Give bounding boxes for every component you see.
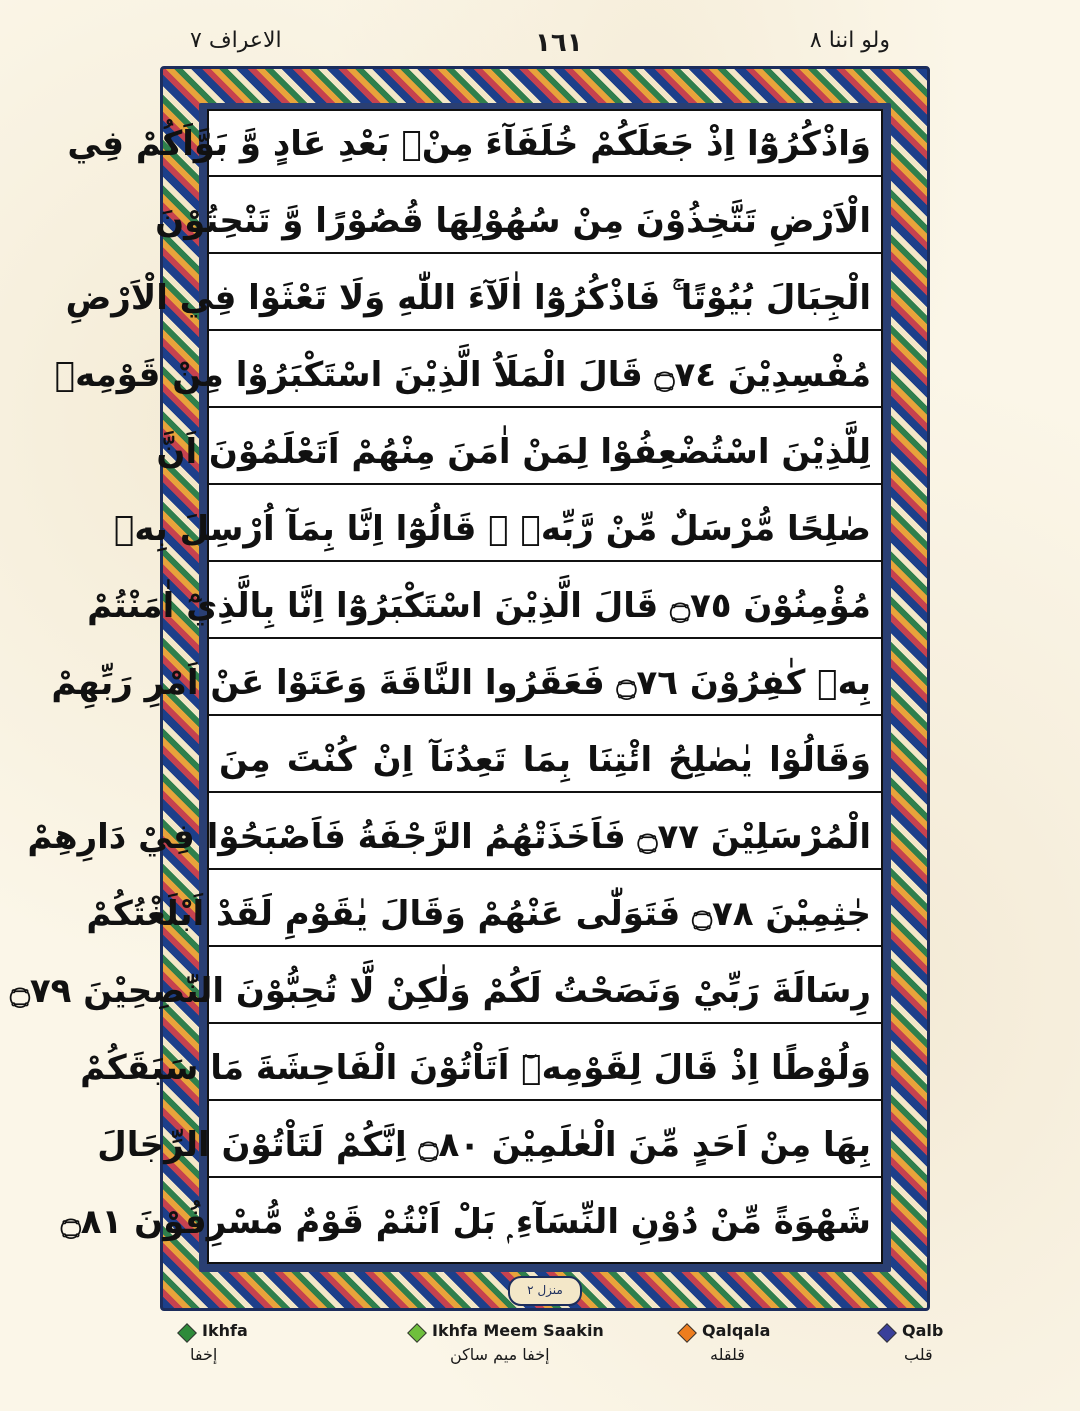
text-line-13: وَلُوْطًا اِذْ قَالَ لِقَوْمِهٖٓ اَتَاْتُوْنَ الْفَاحِشَةَ مَا سَبَقَكُمْ (209, 1035, 881, 1101)
text-line-6: صٰلِحًا مُّرْسَلٌ مِّنْ رَّبِّهٖ ۭ قَالُوْٓا اِنَّا بِمَآ اُرْسِلَ بِهٖ (209, 496, 881, 562)
orange-diamond-icon (677, 1323, 697, 1343)
surah-name: الاعراف ٧ (190, 28, 282, 53)
text-line-7: مُؤْمِنُوْنَ ۝٧٥ قَالَ الَّذِيْنَ اسْتَكْبَرُوْٓا اِنَّا بِالَّذِيْٓ اٰمَنْتُمْ (209, 573, 881, 639)
text-line-14: بِهَا مِنْ اَحَدٍ مِّنَ الْعٰلَمِيْنَ ۝٨٠ اِنَّكُمْ لَتَاْتُوْنَ الرِّجَالَ (209, 1112, 881, 1178)
legend-label-ar: قلقله (710, 1345, 745, 1364)
legend-label-ar: إخفا ميم ساكن (450, 1345, 550, 1364)
text-line-15: شَهْوَةً مِّنْ دُوْنِ النِّسَآءِ ۭ بَلْ اَنْتُمْ قَوْمٌ مُّسْرِفُوْنَ ۝٨١ (60, 1202, 871, 1242)
legend-label-ar: قلب (904, 1345, 933, 1364)
juz-name: ولو اننا ٨ (809, 28, 890, 53)
tajweed-legend (180, 1321, 960, 1401)
quran-text-panel (10, 109, 883, 1264)
text-line-1: وَاذْكُرُوْٓا اِذْ جَعَلَكُمْ خُلَفَآءَ مِنْۢ بَعْدِ عَادٍ وَّ بَوَّاَكُمْ فِي (209, 111, 881, 177)
text-line-11: جٰثِمِيْنَ ۝٧٨ فَتَوَلّٰى عَنْهُمْ وَقَالَ يٰقَوْمِ لَقَدْ اَبْلَغْتُكُمْ (209, 881, 881, 947)
text-line-3: الْجِبَالَ بُيُوْتًا ۚ فَاذْكُرُوْٓا اٰلَآءَ اللّٰهِ وَلَا تَعْثَوْا فِي الْاَرْضِ (209, 265, 881, 331)
ornamental-frame (10, 66, 930, 1311)
text-line-8: بِهٖ كٰفِرُوْنَ ۝٧٦ فَعَقَرُوا النَّاقَةَ وَعَتَوْا عَنْ اَمْرِ رَبِّهِمْ (209, 650, 881, 716)
text-line-5: لِلَّذِيْنَ اسْتُضْعِفُوْا لِمَنْ اٰمَنَ مِنْهُمْ اَتَعْلَمُوْنَ اَنَّ (209, 419, 881, 485)
text-line-12: رِسَالَةَ رَبِّيْ وَنَصَحْتُ لَكُمْ وَلٰكِنْ لَّا تُحِبُّوْنَ النّٰصِحِيْنَ ۝٧٩ (209, 958, 881, 1024)
text-line-10: الْمُرْسَلِيْنَ ۝٧٧ فَاَخَذَتْهُمُ الرَّجْفَةُ فَاَصْبَحُوْا فِيْ دَارِهِمْ (209, 804, 881, 870)
manzil-badge: منزل ٢ (508, 1276, 582, 1306)
text-line-4: مُفْسِدِيْنَ ۝٧٤ قَالَ الْمَلَاُ الَّذِيْنَ اسْتَكْبَرُوْا مِنْ قَوْمِهٖ (209, 342, 881, 408)
legend-label-en: Qalqala (702, 1321, 771, 1340)
text-line-9: وَقَالُوْا يٰصٰلِحُ ائْتِنَا بِمَا تَعِدُنَآ اِنْ كُنْتَ مِنَ (209, 727, 881, 793)
text-line-2: الْاَرْضِ تَتَّخِذُوْنَ مِنْ سُهُوْلِهَا قُصُوْرًا وَّ تَنْحِتُوْنَ (209, 188, 881, 254)
legend-label-ar: إخفا (190, 1345, 218, 1364)
blue-diamond-icon (877, 1323, 897, 1343)
page-header (190, 28, 890, 60)
light-green-diamond-icon (407, 1323, 427, 1343)
green-diamond-icon (177, 1323, 197, 1343)
legend-label-en: Ikhfa Meem Saakin (432, 1321, 604, 1340)
legend-label-en: Ikhfa (202, 1321, 248, 1340)
page-number: ١٦١ (535, 28, 583, 58)
legend-label-en: Qalb (902, 1321, 944, 1340)
